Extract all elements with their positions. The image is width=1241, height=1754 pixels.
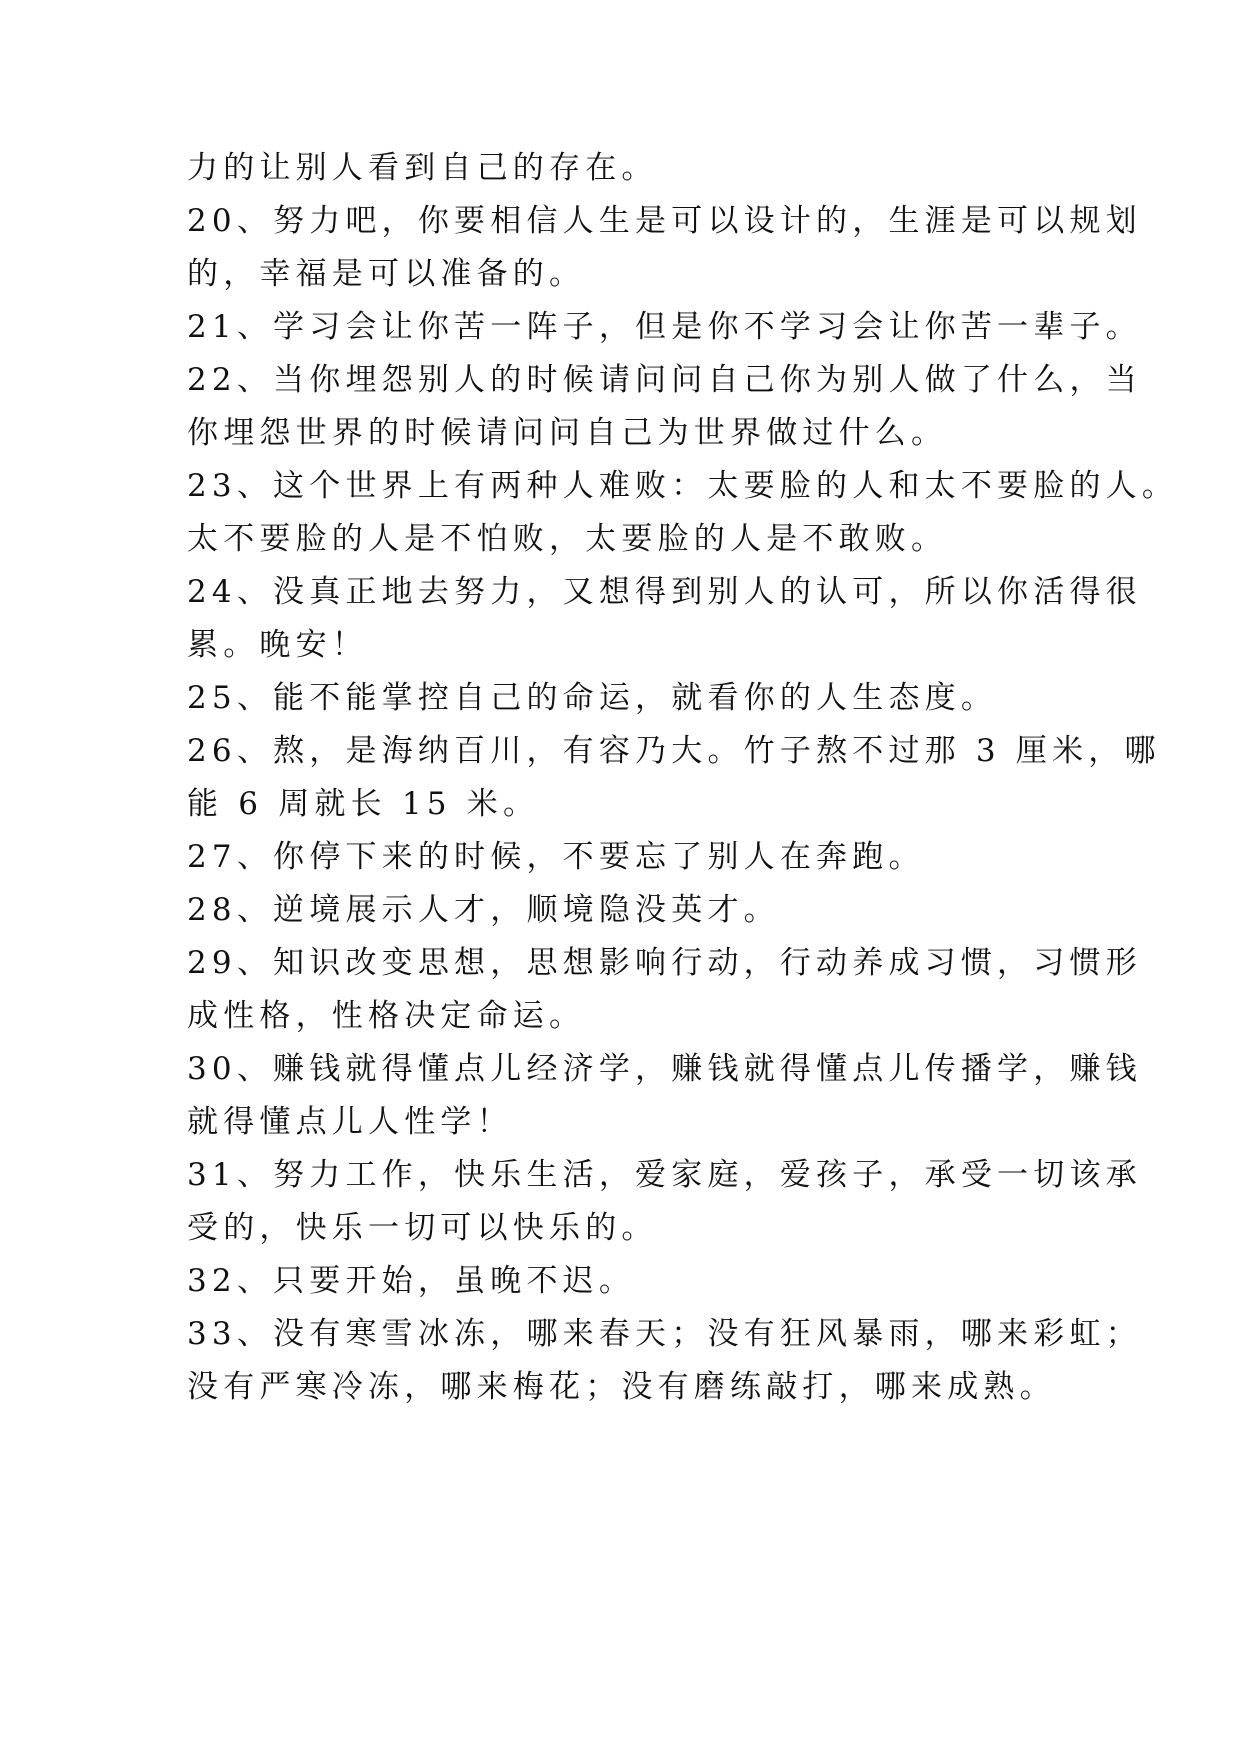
text-line: 23、这个世界上有两种人难败：太要脸的人和太不要脸的人。 xyxy=(187,468,1179,504)
text-line: 24、没真正地去努力，又想得到别人的认可，所以你活得很 xyxy=(187,574,1142,610)
text-line: 累。晚安！ xyxy=(187,627,368,663)
text-line: 22、当你埋怨别人的时候请问问自己你为别人做了什么，当 xyxy=(187,362,1142,398)
text-line: 就得懂点儿人性学！ xyxy=(187,1104,513,1140)
text-line: 的，幸福是可以准备的。 xyxy=(187,256,586,292)
text-line: 31、努力工作，快乐生活，爱家庭，爱孩子，承受一切该承 xyxy=(187,1157,1142,1193)
text-line: 受的，快乐一切可以快乐的。 xyxy=(187,1210,658,1246)
text-line: 30、赚钱就得懂点儿经济学，赚钱就得懂点儿传播学，赚钱 xyxy=(187,1051,1142,1087)
text-line: 21、学习会让你苦一阵子，但是你不学习会让你苦一辈子。 xyxy=(187,309,1142,345)
text-line: 能 6 周就长 15 米。 xyxy=(187,786,540,822)
text-line: 你埋怨世界的时候请问问自己为世界做过什么。 xyxy=(187,415,948,451)
text-line: 26、熬，是海纳百川，有容乃大。竹子熬不过那 3 厘米，哪 xyxy=(187,733,1161,769)
text-line: 25、能不能掌控自己的命运，就看你的人生态度。 xyxy=(187,680,998,716)
text-line: 20、努力吧，你要相信人生是可以设计的，生涯是可以规划 xyxy=(187,203,1142,239)
text-line: 成性格，性格决定命运。 xyxy=(187,998,586,1034)
text-line: 27、你停下来的时候，不要忘了别人在奔跑。 xyxy=(187,839,925,875)
text-line: 太不要脸的人是不怕败，太要脸的人是不敢败。 xyxy=(187,521,948,557)
text-line: 没有严寒冷冻，哪来梅花；没有磨练敲打，哪来成熟。 xyxy=(187,1369,1056,1405)
text-line: 32、只要开始，虽晚不迟。 xyxy=(187,1263,636,1299)
text-line: 29、知识改变思想，思想影响行动，行动养成习惯，习惯形 xyxy=(187,945,1142,981)
text-line: 28、逆境展示人才，顺境隐没英才。 xyxy=(187,892,780,928)
text-line: 33、没有寒雪冰冻，哪来春天；没有狂风暴雨，哪来彩虹； xyxy=(187,1316,1142,1352)
text-line: 力的让别人看到自己的存在。 xyxy=(187,150,658,186)
